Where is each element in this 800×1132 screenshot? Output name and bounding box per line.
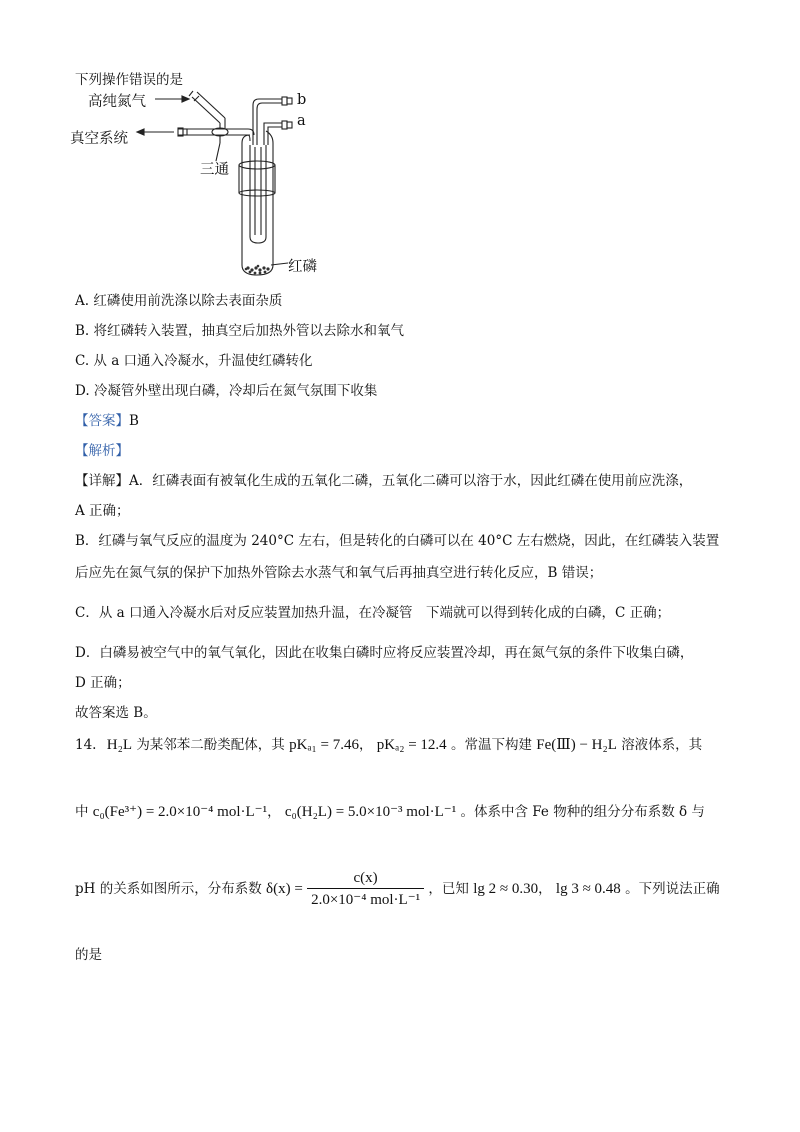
q14-sep: ， [358, 737, 373, 753]
q14-line-2 [75, 800, 705, 821]
option-a: A. 红磷使用前洗涤以除去表面杂质 [75, 293, 283, 309]
q14-text-7: ，已知 [428, 881, 469, 897]
q14-c-h2l: c₀(H₂L) = 5.0×10⁻³ mol·L⁻¹ [284, 804, 457, 820]
q14-delta-lhs: δ(x) = [266, 881, 303, 897]
apparatus-drawing [70, 85, 370, 280]
q14-text-4: 中 [75, 804, 89, 820]
detail-line-3: B．红磷与氧气反应的温度为 240°C 左右，但是转化的白磷可以在 40°C 左右燃烧，因此，在红磷装入装置 [75, 533, 720, 549]
q13-stem: 下列操作错误的是 [75, 72, 183, 88]
detail-line-2: A 正确； [75, 503, 130, 519]
label-red-phosphorus: 红磷 [288, 259, 317, 275]
detail-line-6: D．白磷易被空气中的氧气氧化，因此在收集白磷时应将反应装置冷却，再在氮气氛的条件下收集白磷， [75, 645, 694, 661]
option-c: C. 从 a 口通入冷凝水，升温使红磷转化 [75, 353, 313, 369]
detail-line-8: 故答案选 B。 [75, 705, 157, 721]
label-tee: 三通 [200, 162, 229, 178]
q14-text-3: 溶液体系，其 [621, 737, 703, 753]
q14-line-3 [75, 870, 720, 909]
q14-text-5: 。体系中含 Fe 物种的组分分布系数 δ 与 [460, 804, 705, 820]
detail-tag: 【详解】 [75, 473, 129, 489]
option-b: B. 将红磷转入装置，抽真空后加热外管以去除水和氧气 [75, 323, 405, 339]
q14-pka2: pKₐ₂ = 12.4 [376, 737, 447, 753]
detail-line-1 [75, 469, 692, 489]
answer-tag: 【答案】 [75, 413, 129, 429]
detail-line-7: D 正确； [75, 675, 131, 691]
analysis-tag: 【解析】 [75, 443, 129, 459]
q14-lg2: lg 2 ≈ 0.30 [473, 881, 539, 897]
q14-text-8: 。下列说法正确 [625, 881, 720, 897]
q14-number: 14. [75, 737, 97, 753]
label-b: b [297, 92, 307, 108]
q14-pka1: pKₐ₁ = 7.46 [289, 737, 359, 753]
label-a: a [297, 113, 306, 129]
q14-lg3: lg 3 ≈ 0.48 [555, 881, 621, 897]
q14-line-4: 的是 [75, 947, 102, 963]
q14-text-6: pH 的关系如图所示，分布系数 [75, 881, 262, 897]
label-vacuum: 真空系统 [70, 131, 128, 147]
q14-system: Fe(Ⅲ) − H₂L [536, 737, 617, 753]
q14-sep-2: ， [267, 804, 281, 820]
q14-sep-3: ， [538, 881, 552, 897]
detail-text-1: A．红磷表面有被氧化生成的五氧化二磷，五氧化二磷可以溶于水，因此红磷在使用前应洗涤， [129, 473, 693, 489]
q14-line-1 [75, 733, 702, 754]
label-nitrogen: 高纯氮气 [88, 94, 146, 110]
q14-delta-denominator: 2.0×10⁻⁴ mol·L⁻¹ [311, 892, 421, 908]
q14-delta-fraction [307, 870, 424, 909]
q14-delta-numerator: c(x) [307, 870, 424, 889]
answer-value: B [129, 413, 139, 429]
detail-line-5: C．从 a 口通入冷凝水后对反应装置加热升温，在冷凝管 下端就可以得到转化成的白磷，C 正确； [75, 605, 671, 621]
q14-text-1: 为某邻苯二酚类配体，其 [136, 737, 285, 753]
detail-line-4: 后应先在氮气氛的保护下加热外管除去水蒸气和氧气后再抽真空进行转化反应，B 错误； [75, 565, 603, 581]
q14-text-2: 。常温下构建 [450, 737, 532, 753]
apparatus-figure [70, 85, 370, 280]
option-d: D. 冷凝管外壁出现白磷，冷却后在氮气氛围下收集 [75, 383, 378, 399]
q14-ligand: H₂L [106, 737, 133, 753]
answer-line [75, 409, 139, 429]
q14-c-fe: c₀(Fe³⁺) = 2.0×10⁻⁴ mol·L⁻¹ [92, 804, 268, 820]
